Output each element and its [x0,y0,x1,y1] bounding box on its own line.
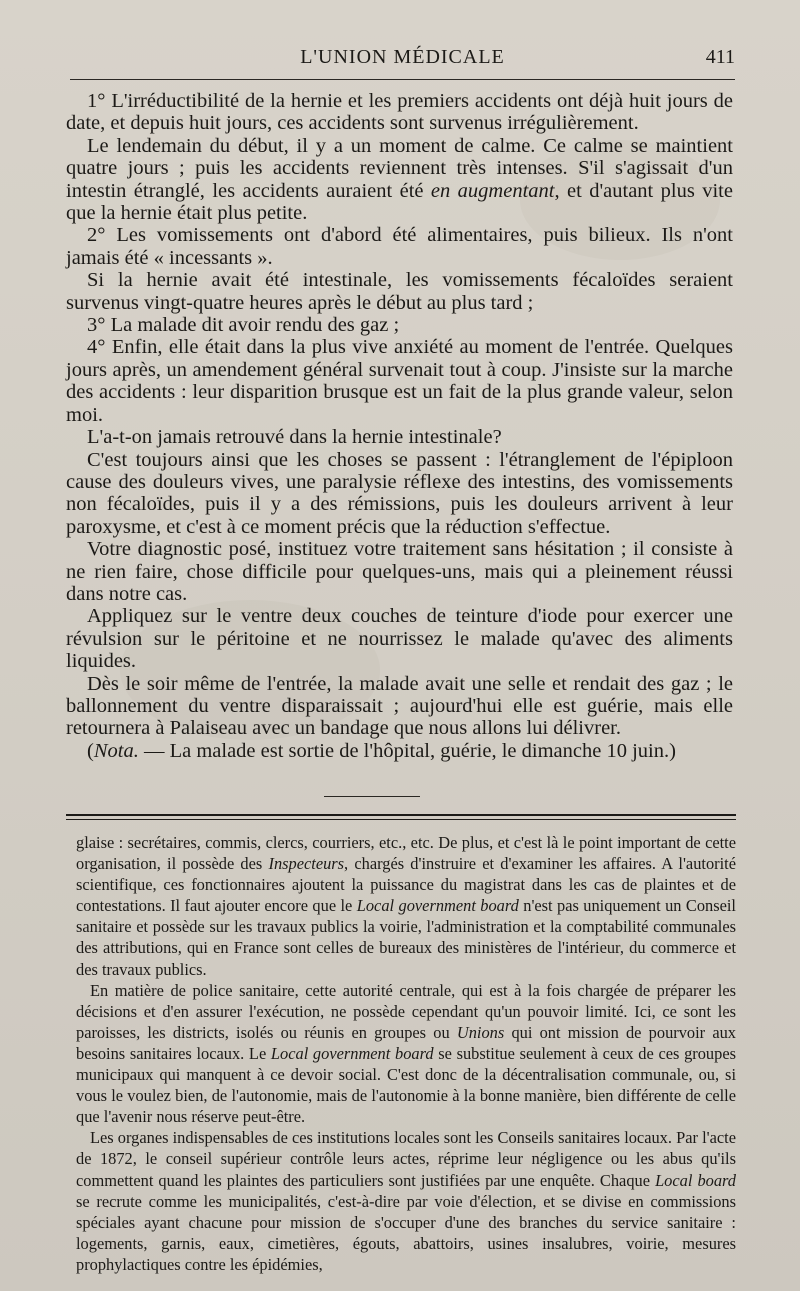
italic-text: Local government board [356,896,519,916]
italic-text: Local government board [270,1043,434,1063]
footnote-paragraph [76,980,736,1128]
text-run: En matière de police sanitaire, cette autorité centrale, qui est à la fois chargée de préparer les décisions et d'en assurer l'exécution, ne possède cependant qu'un pouvoir limité. Ici, ce sont les paroisses, les districts, isolés ou réunis en groupes ou [76,980,736,1042]
text-run: , chargés d'instruire et d'examiner les affaires. A l'autorité scientifique, ces fonctionnaires ajoutent la puissance du magistrat dans les cas de plaintes et de contestations. Il faut ajouter encore que le [76,854,736,916]
paragraph: 4° Enfin, elle était dans la plus vive anxiété au moment de l'entrée. Quelques jours après, un amendement général survenait tout à coup. J'insiste sur la marche des accidents : leur disparition brusque est un fait de la plus grande valeur, selon moi. [66,336,733,426]
text-run: — La malade est sortie de l'hôpital, guérie, le dimanche 10 juin.) [138,739,676,762]
text-run: glaise : secrétaires, commis, clercs, courriers, etc., etc. De plus, et c'est là le point important de cette organisation, il possède des [76,833,736,874]
paragraph: Dès le soir même de l'entrée, la malade avait une selle et rendait des gaz ; le ballonnement du ventre disparaissait ; aujourd'hui elle est guérie, mais elle retournera à Palaiseau avec un bandage que nous allons lui délivrer. [66,672,733,740]
text-run: se substitue seulement à ceux de ces groupes municipaux qui manquent à ce devoir social. C'est donc de la décentralisation communale, ou, si vous le voulez bien, de l'autonomie, mais de l'autonomie à la bonne manière, bien différente de celle que l'avenir nous réserve peut-être. [76,1043,736,1127]
paragraph [66,135,733,225]
text-run: , et d'autant plus vite que la hernie était plus petite. [66,179,733,225]
header-rule [70,79,735,80]
paragraph: Appliquez sur le ventre deux couches de teinture d'iode pour exercer une révulsion sur le péritoine et ne nourrissez le malade qu'avec des aliments liquides. [66,605,733,673]
footnote-paragraph [76,832,736,980]
page-number: 411 [705,46,735,68]
main-text [66,90,733,762]
text-run: Les organes indispensables de ces institutions locales sont les Conseils sanitaires locaux. Par l'acte de 1872, le conseil supérieur contrôle leurs actes, réprime leur négligence ou les abus qu'ils commettent quand les plaintes des particuliers sont justifiées par une enquête. Chaque [76,1128,736,1190]
footnote-separator [66,814,736,820]
text-run: n'est pas uniquement un Conseil sanitaire et possède sur les travaux publics la voirie, l'administration et la comptabilité communales des attributions, qui en France sont celles de bureaux des ministères de l'intérieur, du commerce et des travaux publics. [76,896,736,979]
footnote-paragraph [76,1127,736,1275]
italic-text: Unions [456,1022,505,1042]
paragraph: Votre diagnostic posé, instituez votre traitement sans hésitation ; il consiste à ne rien faire, chose difficile pour quelques-uns, mais qui a pleinement réussi dans notre cas. [66,538,733,605]
italic-text: en augmentant [430,179,555,202]
section-rule [324,796,420,797]
text-run: Le lendemain du début, il y a un moment de calme. Ce calme se maintient quatre jours ; puis les accidents reviennent très intenses. S'il s'agissait d'un intestin étranglé, les accidents auraient été [66,134,733,202]
paragraph: 1° L'irréductibilité de la hernie et les premiers accidents ont déjà huit jours de date, et depuis huit jours, ces accidents sont survenus irrégulièrement. [66,90,733,135]
running-title: L'UNION MÉDICALE [300,46,505,68]
text-run: ( [87,739,94,762]
paragraph [66,740,733,762]
paragraph: Si la hernie avait été intestinale, les vomissements fécaloïdes seraient survenus vingt-quatre heures après le début au plus tard ; [66,269,733,314]
italic-text: Inspecteurs [268,854,345,874]
italic-text: Nota. [93,739,139,762]
paragraph: 2° Les vomissements ont d'abord été alimentaires, puis bilieux. Ils n'ont jamais été « incessants ». [66,224,733,269]
paragraph: 3° La malade dit avoir rendu des gaz ; [87,314,400,337]
text-run: se recrute comme les municipalités, c'est-à-dire par voie d'élection, et se divise en commissions spéciales ayant chacune pour mission de s'occuper d'une des branches du service sanitaire : logements, garnis, eaux, cimetières, égouts, abattoirs, usines insalubres, voirie, mesures prophylactiques contre les épidémies, [76,1191,736,1274]
italic-text: Local board [655,1170,737,1190]
footnote-text [76,832,736,1275]
paragraph: C'est toujours ainsi que les choses se passent : l'étranglement de l'épiploon cause des douleurs vives, une paralysie réflexe des intestins, des vomissements non fécaloïdes, puis il y a des rémissions, puis les douleurs arrivent à leur paroxysme, et c'est à ce moment précis que la réduction s'effectue. [66,448,733,538]
text-run: qui ont mission de pourvoir aux besoins sanitaires locaux. Le [76,1022,737,1063]
page-header [70,46,735,76]
paragraph: L'a-t-on jamais retrouvé dans la hernie intestinale? [87,426,502,449]
